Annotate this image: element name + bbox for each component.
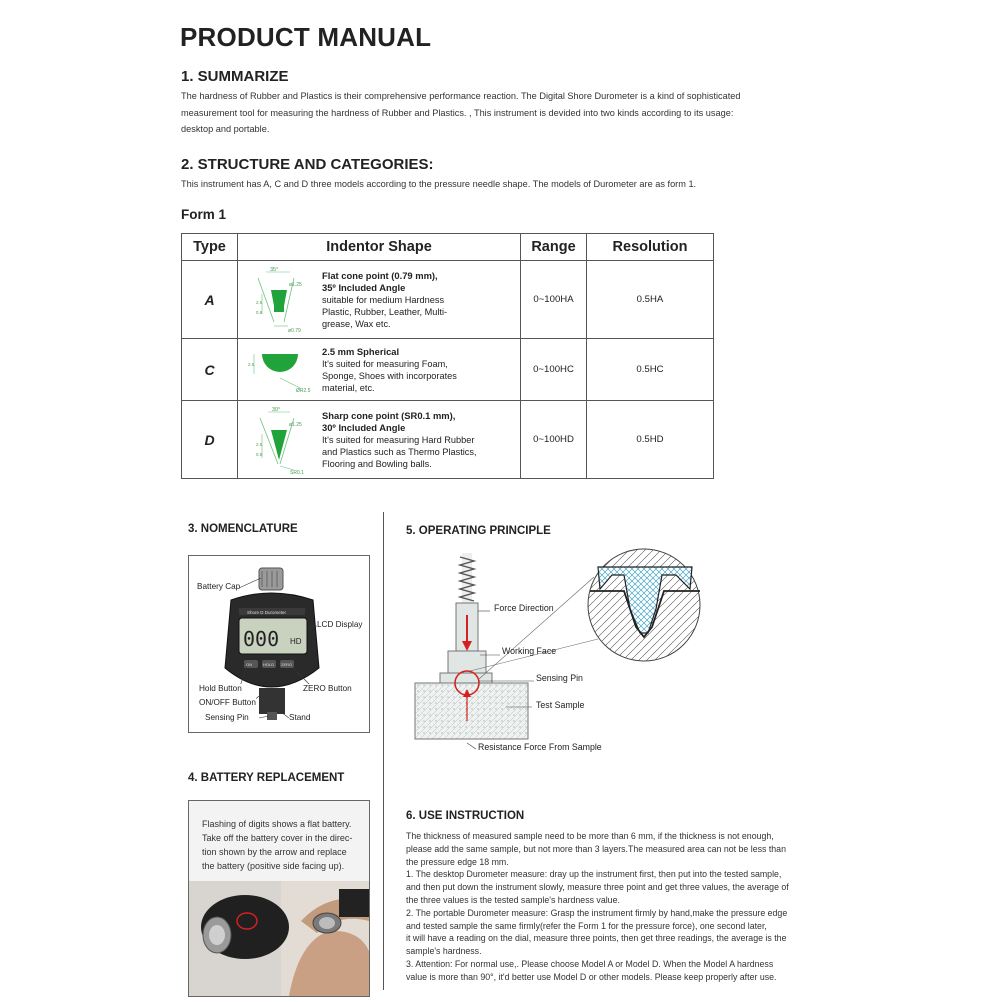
battery-photo-icon [189,881,369,996]
dim-angle: 30° [272,406,281,413]
battery-line: Take off the battery cover in the direc- [202,833,353,843]
use-line: and then put down the instrument slowly, measure three point and get three values, the average of [406,882,789,893]
shape-desc-line: It's suited for measuring Hard Rubber [322,434,475,445]
battery-text [202,817,352,873]
dim-top: ø1.25 [289,281,302,288]
spherical-indentor-icon [244,342,316,398]
page-title: PRODUCT MANUAL [180,22,432,52]
range-cell: 0~100HC [521,339,587,401]
shape-desc-line: material, etc. [322,382,375,393]
shape-desc-line: Sponge, Shoes with incorporates [322,370,457,381]
flat-cone-indentor-icon [244,264,316,336]
label-test-sample: Test Sample [536,700,585,710]
resolution-cell: 0.5HA [587,261,714,339]
use-line: sample's hardness. [406,946,482,957]
dim-side2: 0.8 [256,309,263,315]
label-working-face: Working Face [502,646,557,656]
principle-figure [410,545,720,755]
summarize-line: desktop and portable. [181,124,270,134]
use-line: value is more than 90°, it'd better use Model D or other models. Please keep properly after use. [406,971,777,982]
shape-desc-line: Plastic, Rubber, Leather, Multi- [322,306,448,317]
use-line: the three values is the tested sample's hardness value. [406,894,620,905]
range-cell: 0~100HA [521,261,587,339]
sharp-cone-indentor-icon [244,404,316,476]
type-cell: A [182,261,238,339]
form-caption: Form 1 [181,207,227,222]
label-stand: Stand [289,713,311,722]
form-table [181,233,714,479]
dim-bottom: ØR2.5 [296,387,311,394]
type-cell: D [182,401,238,479]
battery-line: Flashing of digits shows a flat battery. [202,819,352,829]
header-type: Type [182,234,238,261]
shape-title: 2.5 mm Spherical [322,345,400,357]
shape-subtitle: 30º Included Angle [322,421,406,433]
shape-desc-line: suitable for medium Hardness [322,294,445,305]
summarize-text [181,88,821,138]
operating-principle-diagram-icon [410,545,720,755]
range-cell: 0~100HD [521,401,587,479]
label-lcd-display: LCD Display [317,620,363,629]
use-line: 3. Attention: For normal use,. Please choose Model A or Model D. When the Model A hardness [406,958,774,969]
type-cell: C [182,339,238,401]
shape-desc-line: It's suited for measuring Foam, [322,358,448,369]
table-row [182,401,714,479]
dim-side2: 0.8 [256,451,263,457]
shape-description [322,346,457,394]
label-sensing-pin: Sensing Pin [205,713,249,722]
label-battery-cap: Battery Cap [197,582,241,591]
shape-cell [238,339,521,401]
device-brand: Shore D Durometer [247,610,287,615]
header-resolution: Resolution [587,234,714,261]
table-row [182,339,714,401]
table-header-row [182,234,714,261]
shape-description [322,410,477,470]
battery-figure [188,800,370,997]
resolution-cell: 0.5HD [587,401,714,479]
dim-bottom: SR0.1 [290,469,304,476]
structure-text: This instrument has A, C and D three models according to the pressure needle shape. The models of Durometer are as form 1. [181,179,697,189]
btn-label: ZERO [281,662,293,667]
header-range: Range [521,234,587,261]
label-onoff-button: ON/OFF Button [199,698,256,707]
summarize-line: measurement tool for measuring the hardness of Rubber and Plastics. , This instrument is devided into two kinds according to its usage: [181,107,734,118]
use-line: 2. The portable Durometer measure: Grasp the instrument firmly by hand,make the pressure edge [406,907,788,918]
shape-title: Flat cone point (0.79 mm), [322,269,438,281]
dim-side1: 2.5 [256,441,263,447]
summarize-heading: 1. SUMMARIZE [181,68,289,85]
lcd-reading: 000 [243,627,280,651]
summarize-line: The hardness of Rubber and Plastics is their comprehensive performance reaction. The Digital Shore Durometer is a kind of sophisticated [181,91,741,101]
column-divider [383,512,384,990]
shape-cell [238,261,521,339]
btn-label: HOLD [263,662,275,667]
label-sensing-pin: Sensing Pin [536,673,583,683]
nomenclature-heading: 3. NOMENCLATURE [188,523,298,535]
table-row [182,261,714,339]
dim-side1: 2.5 [256,299,263,305]
use-line: 1. The desktop Durometer measure: dray up the instrument first, then put into the tested sample, [406,869,782,880]
battery-line: tion shown by the arrow and replace [202,847,347,857]
dim-angle: 35° [270,266,279,273]
label-force-direction: Force Direction [494,603,554,613]
principle-heading: 5. OPERATING PRINCIPLE [406,525,551,537]
lcd-unit: HD [290,637,302,646]
use-text [406,830,826,984]
use-heading: 6. USE INSTRUCTION [406,810,525,822]
shape-desc-line: and Plastics such as Thermo Plastics, [322,446,477,457]
dim-top: ø1.25 [289,421,302,428]
shape-subtitle: 35º Included Angle [322,281,406,293]
use-line: the pressure edge 18 mm. [406,856,509,867]
header-indentor-shape: Indentor Shape [238,234,521,261]
shape-desc-line: grease, Wax etc. [322,318,391,329]
dim-bottom: ø0.79 [288,327,301,334]
label-hold-button: Hold Button [199,684,242,693]
structure-heading: 2. STRUCTURE AND CATEGORIES: [181,156,434,173]
label-resistance-force: Resistance Force From Sample [478,742,602,752]
use-line: it will have a reading on the dial, measure three points, then get three readings, the average is the [406,933,787,944]
shape-title: Sharp cone point (SR0.1 mm), [322,409,456,421]
resolution-cell: 0.5HC [587,339,714,401]
use-line: please add the same sample, but not more than 3 layers.The measured area can not be less than [406,843,786,854]
btn-label: ON [246,662,252,667]
use-line: and tested sample the same firmly(refer the Form 1 for the pressure force), one second later, [406,920,767,931]
use-line: The thickness of measured sample need to be more than 6 mm, if the thickness is not enough, [406,831,774,841]
shape-cell [238,401,521,479]
dim-side1: 2.5 [248,361,255,367]
shape-description [322,270,447,330]
nomenclature-figure [188,555,370,733]
shape-desc-line: Flooring and Bowling balls. [322,458,432,469]
label-zero-button: ZERO Button [303,684,352,693]
battery-line: the battery (positive side facing up). [202,861,345,871]
battery-heading: 4. BATTERY REPLACEMENT [188,772,345,784]
